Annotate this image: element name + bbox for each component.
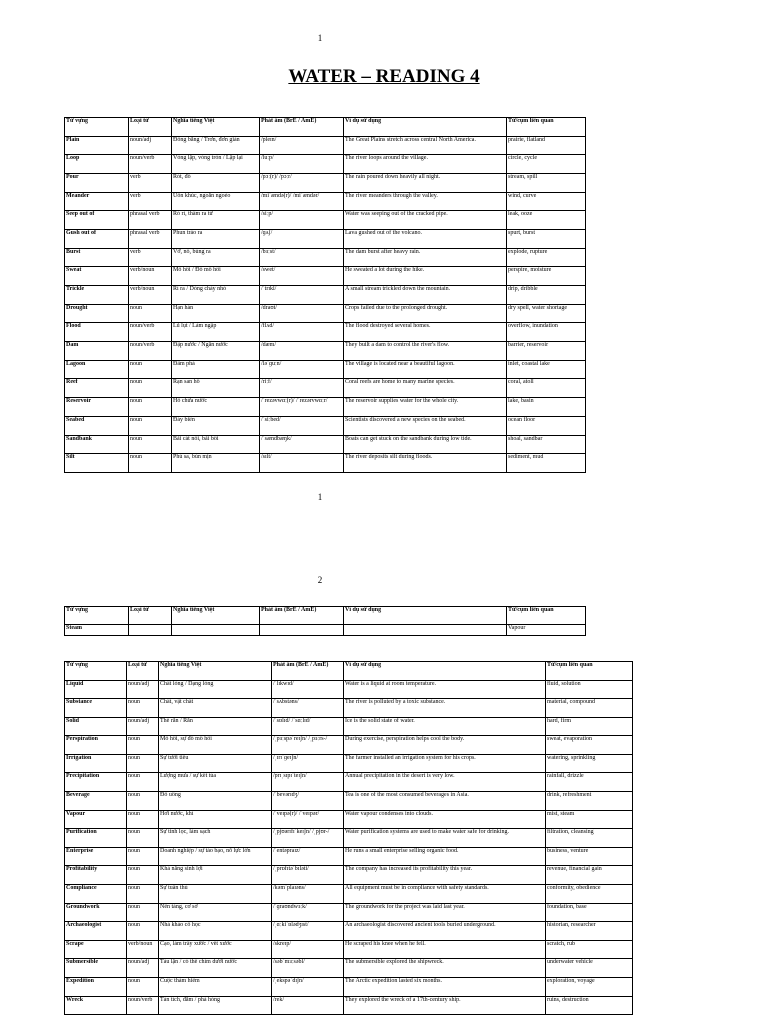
- table-cell: Đồng bằng / Trơn, đơn giản: [172, 136, 260, 155]
- table-cell: /ˈbevərɪdʒ/: [272, 792, 344, 811]
- table-cell: Cuộc thám hiểm: [159, 978, 272, 997]
- vocab-word: Silt: [65, 454, 129, 473]
- table-cell: sweat, evaporation: [546, 736, 633, 755]
- vocab-word: Expedition: [65, 978, 127, 997]
- vocab-word: Seep out of: [65, 211, 129, 230]
- table-cell: Đập nước / Ngăn nước: [172, 342, 260, 361]
- table-cell: Crops failed due to the prolonged drought.: [344, 304, 507, 323]
- table-row: [65, 773, 633, 792]
- vocab-word: Perspiration: [65, 736, 127, 755]
- table-cell: noun: [127, 978, 159, 997]
- table-cell: verb/noun: [127, 940, 159, 959]
- table-row: [65, 829, 633, 848]
- table-cell: Rạn san hô: [172, 379, 260, 398]
- table-header-row: [65, 607, 586, 625]
- table-cell: Lava gushed out of the volcano.: [344, 229, 507, 248]
- table-cell: An archaeologist discovered ancient tools buried underground.: [344, 922, 546, 941]
- column-header: Từ vựng: [65, 662, 127, 681]
- table-cell: /ˈrezəvwɑː(r)/ /ˈrezərvwɑːr/: [260, 398, 344, 417]
- table-row: [65, 267, 586, 286]
- vocab-table-page1: [64, 117, 586, 473]
- vocab-table-page2-small: [64, 606, 586, 636]
- table-row: [65, 922, 633, 941]
- vocab-word: Reef: [65, 379, 129, 398]
- table-cell: ruins, destruction: [546, 996, 633, 1015]
- table-row: [65, 792, 633, 811]
- vocab-word: Solid: [65, 717, 127, 736]
- column-header: Loại từ: [129, 118, 172, 137]
- table-cell: Hồ chứa nước: [172, 398, 260, 417]
- table-cell: /ˈsɒlɪd/ /ˈsɑːlɪd/: [272, 717, 344, 736]
- table-cell: /ɡʌʃ/: [260, 229, 344, 248]
- vocab-table-page2: [64, 661, 633, 1015]
- table-cell: Vòng lặp, vòng tròn / Lặp lại: [172, 155, 260, 174]
- table-cell: /ˈɡraʊndwɜːk/: [272, 903, 344, 922]
- table-cell: /swet/: [260, 267, 344, 286]
- table-cell: dry spell, water shortage: [507, 304, 586, 323]
- table-row: [65, 304, 586, 323]
- table-cell: Chất lỏng / Dạng lỏng: [159, 680, 272, 699]
- table-cell: /ləˈɡuːn/: [260, 360, 344, 379]
- vocab-word: Sweat: [65, 267, 129, 286]
- table-cell: They explored the wreck of a 17th-century ship.: [344, 996, 546, 1015]
- table-row: [65, 173, 586, 192]
- table-row: [65, 959, 633, 978]
- table-cell: business, venture: [546, 847, 633, 866]
- table-row: [65, 940, 633, 959]
- table-row: [65, 754, 633, 773]
- table-cell: They built a dam to control the river's flow.: [344, 342, 507, 361]
- table-cell: noun/verb: [129, 323, 172, 342]
- table-cell: noun: [129, 304, 172, 323]
- table-row: [65, 398, 586, 417]
- table-cell: The river meanders through the valley.: [344, 192, 507, 211]
- table-row: [65, 136, 586, 155]
- vocab-word: Lagoon: [65, 360, 129, 379]
- table-header-row: [65, 118, 586, 137]
- vocab-word: Sandbank: [65, 435, 129, 454]
- table-row: [65, 192, 586, 211]
- table-cell: scratch, rub: [546, 940, 633, 959]
- table-cell: shoal, sandbar: [507, 435, 586, 454]
- column-header: Nghĩa tiếng Việt: [159, 662, 272, 681]
- page-number-bottom-1: 1: [317, 492, 323, 502]
- table-cell: Mồ hôi / Đổ mồ hôi: [172, 267, 260, 286]
- table-row: [65, 155, 586, 174]
- table-cell: Nhà khảo cổ học: [159, 922, 272, 941]
- table-cell: explode, rupture: [507, 248, 586, 267]
- table-cell: /skreɪp/: [272, 940, 344, 959]
- table-cell: Khả năng sinh lợi: [159, 866, 272, 885]
- table-cell: sediment, mud: [507, 454, 586, 473]
- vocab-word: Liquid: [65, 680, 127, 699]
- table-cell: Ice is the solid state of water.: [344, 717, 546, 736]
- vocab-word: Precipitation: [65, 773, 127, 792]
- table-cell: /ˌpjʊərɪfɪˈkeɪʃn/ /ˌpjʊr-/: [272, 829, 344, 848]
- table-cell: noun/verb: [129, 155, 172, 174]
- table-cell: noun: [127, 903, 159, 922]
- table-cell: underwater vehicle: [546, 959, 633, 978]
- table-cell: /ˈveɪpə(r)/ /ˈveɪpər/: [272, 810, 344, 829]
- table-cell: Rò rỉ, thấm ra từ: [172, 211, 260, 230]
- table-cell: He sweated a lot during the hike.: [344, 267, 507, 286]
- table-cell: noun: [129, 398, 172, 417]
- table-cell: Vapour: [507, 625, 586, 636]
- table-cell: noun: [129, 360, 172, 379]
- table-cell: noun/verb: [127, 996, 159, 1015]
- table-cell: /ˈsʌbstəns/: [272, 699, 344, 718]
- table-cell: noun: [127, 885, 159, 904]
- table-cell: /pɔː(r)/ /pɔːr/: [260, 173, 344, 192]
- table-cell: noun: [127, 754, 159, 773]
- table-cell: noun/adj: [127, 717, 159, 736]
- vocab-word: Meander: [65, 192, 129, 211]
- vocab-word: Trickle: [65, 286, 129, 305]
- table-cell: noun/adj: [127, 680, 159, 699]
- table-cell: noun: [127, 922, 159, 941]
- table-cell: foundation, base: [546, 903, 633, 922]
- vocab-word: Pour: [65, 173, 129, 192]
- table-cell: inlet, coastal lake: [507, 360, 586, 379]
- table-cell: The submersible explored the shipwreck.: [344, 959, 546, 978]
- table-cell: verb: [129, 248, 172, 267]
- table-cell: noun: [127, 792, 159, 811]
- table-cell: wind, curve: [507, 192, 586, 211]
- table-cell: /kəmˈplaɪəns/: [272, 885, 344, 904]
- table-row: [65, 211, 586, 230]
- column-header: Ví dụ sử dụng: [344, 662, 546, 681]
- table-row: [65, 717, 633, 736]
- table-cell: A small stream trickled down the mountain.: [344, 286, 507, 305]
- table-cell: /ˌɑːkiˈɒlədʒɪst/: [272, 922, 344, 941]
- table-cell: [129, 625, 172, 636]
- vocab-word: Groundwork: [65, 903, 127, 922]
- table-cell: [344, 625, 507, 636]
- table-row: [65, 248, 586, 267]
- table-cell: Mồ hôi, sự đổ mồ hôi: [159, 736, 272, 755]
- table-cell: Scientists discovered a new species on the seabed.: [344, 416, 507, 435]
- table-cell: He scraped his knee when he fell.: [344, 940, 546, 959]
- table-row: [65, 360, 586, 379]
- table-row: [65, 996, 633, 1015]
- table-row: [65, 379, 586, 398]
- column-header: Từ/cụm liên quan: [507, 118, 586, 137]
- vocab-word: Submersible: [65, 959, 127, 978]
- table-cell: Water is a liquid at room temperature.: [344, 680, 546, 699]
- table-cell: /ˈtrɪkl/: [260, 286, 344, 305]
- table-cell: mist, steam: [546, 810, 633, 829]
- table-row: [65, 866, 633, 885]
- table-cell: /səbˈmɜːsəbl/: [272, 959, 344, 978]
- table-cell: noun/adj: [129, 136, 172, 155]
- vocab-word: Profitability: [65, 866, 127, 885]
- table-cell: noun: [127, 773, 159, 792]
- vocab-word: Purification: [65, 829, 127, 848]
- table-row: [65, 903, 633, 922]
- table-cell: noun: [129, 454, 172, 473]
- table-cell: The farmer installed an irrigation system for his crops.: [344, 754, 546, 773]
- table-cell: hard, firm: [546, 717, 633, 736]
- table-cell: Phun trào ra: [172, 229, 260, 248]
- table-cell: stream, spill: [507, 173, 586, 192]
- table-cell: /prɪˌsɪpɪˈteɪʃn/: [272, 773, 344, 792]
- column-header: Ví dụ sử dụng: [344, 607, 507, 625]
- table-cell: /ˈsiːbed/: [260, 416, 344, 435]
- table-cell: coral, atoll: [507, 379, 586, 398]
- table-cell: verb/noun: [129, 286, 172, 305]
- table-cell: perspire, moisture: [507, 267, 586, 286]
- table-cell: /siːp/: [260, 211, 344, 230]
- table-cell: Hạn hán: [172, 304, 260, 323]
- table-cell: /dæm/: [260, 342, 344, 361]
- vocab-word: Irrigation: [65, 754, 127, 773]
- table-cell: Coral reefs are home to many marine species.: [344, 379, 507, 398]
- table-cell: Phù sa, bùn mịn: [172, 454, 260, 473]
- table-cell: drip, dribble: [507, 286, 586, 305]
- table-cell: noun: [127, 847, 159, 866]
- table-row: [65, 978, 633, 997]
- table-row: [65, 810, 633, 829]
- table-cell: The river deposits silt during floods.: [344, 454, 507, 473]
- table-cell: drink, refreshment: [546, 792, 633, 811]
- page-number-top-2: 2: [317, 575, 323, 585]
- table-cell: Water vapour condenses into clouds.: [344, 810, 546, 829]
- table-cell: Vỡ, nổ, bùng ra: [172, 248, 260, 267]
- table-row: [65, 229, 586, 248]
- table-cell: The river loops around the village.: [344, 155, 507, 174]
- table-cell: Rót, đổ: [172, 173, 260, 192]
- table-cell: phrasal verb: [129, 229, 172, 248]
- table-cell: fluid, solution: [546, 680, 633, 699]
- table-cell: barrier, reservoir: [507, 342, 586, 361]
- column-header: Ví dụ sử dụng: [344, 118, 507, 137]
- table-cell: ocean floor: [507, 416, 586, 435]
- table-cell: /rek/: [272, 996, 344, 1015]
- table-cell: Nền tảng, cơ sở: [159, 903, 272, 922]
- table-row: [65, 286, 586, 305]
- table-cell: lake, basin: [507, 398, 586, 417]
- table-cell: Water purification systems are used to make water safe for drinking.: [344, 829, 546, 848]
- table-cell: The Arctic expedition lasted six months.: [344, 978, 546, 997]
- table-cell: Uốn khúc, ngoằn ngoèo: [172, 192, 260, 211]
- table-header-row: [65, 662, 633, 681]
- table-cell: Annual precipitation in the desert is very low.: [344, 773, 546, 792]
- table-row: [65, 454, 586, 473]
- table-cell: Đồ uống: [159, 792, 272, 811]
- table-cell: filtration, cleansing: [546, 829, 633, 848]
- table-cell: noun/verb: [129, 342, 172, 361]
- table-cell: /flʌd/: [260, 323, 344, 342]
- table-cell: Lượng mưa / sự kết tủa: [159, 773, 272, 792]
- table-row: [65, 847, 633, 866]
- table-cell: overflow, inundation: [507, 323, 586, 342]
- table-cell: verb: [129, 173, 172, 192]
- table-cell: /ˌpɜːspəˈreɪʃn/ /ˌpɜːrs-/: [272, 736, 344, 755]
- table-cell: /riːf/: [260, 379, 344, 398]
- table-cell: Tea is one of the most consumed beverages in Asia.: [344, 792, 546, 811]
- vocab-word: Wreck: [65, 996, 127, 1015]
- vocab-word: Reservoir: [65, 398, 129, 417]
- vocab-word: Compliance: [65, 885, 127, 904]
- table-cell: historian, researcher: [546, 922, 633, 941]
- table-cell: The reservoir supplies water for the whole city.: [344, 398, 507, 417]
- table-cell: Chất, vật chất: [159, 699, 272, 718]
- table-cell: /pleɪn/: [260, 136, 344, 155]
- table-cell: noun/adj: [127, 959, 159, 978]
- table-cell: noun: [127, 866, 159, 885]
- column-header: Phát âm (BrE / AmE): [260, 607, 344, 625]
- table-cell: Tàu lặn / có thể chìm dưới nước: [159, 959, 272, 978]
- table-cell: Thể rắn / Rắn: [159, 717, 272, 736]
- table-cell: He runs a small enterprise selling organic food.: [344, 847, 546, 866]
- table-cell: noun: [127, 810, 159, 829]
- vocab-word: Seabed: [65, 416, 129, 435]
- table-cell: Đầm phá: [172, 360, 260, 379]
- table-cell: Hơi nước, khí: [159, 810, 272, 829]
- table-row: [65, 885, 633, 904]
- table-cell: noun: [129, 416, 172, 435]
- table-cell: Boats can get stuck on the sandbank during low tide.: [344, 435, 507, 454]
- table-cell: Tàn tích, đắm / phá hỏng: [159, 996, 272, 1015]
- column-header: Từ/cụm liên quan: [546, 662, 633, 681]
- table-row: [65, 680, 633, 699]
- table-cell: Lũ lụt / Làm ngập: [172, 323, 260, 342]
- table-cell: material, compound: [546, 699, 633, 718]
- column-header: Từ vựng: [65, 607, 129, 625]
- vocab-word: Dam: [65, 342, 129, 361]
- table-cell: The village is located near a beautiful lagoon.: [344, 360, 507, 379]
- table-cell: Sự tuân thủ: [159, 885, 272, 904]
- table-cell: Sự tưới tiêu: [159, 754, 272, 773]
- table-cell: /ˌprɒfɪtəˈbɪləti/: [272, 866, 344, 885]
- table-cell: exploration, voyage: [546, 978, 633, 997]
- table-cell: All equipment must be in compliance with safety standards.: [344, 885, 546, 904]
- table-cell: Sự tinh lọc, làm sạch: [159, 829, 272, 848]
- page-number-top-1: 1: [317, 33, 323, 43]
- table-cell: /draʊt/: [260, 304, 344, 323]
- column-header: Nghĩa tiếng Việt: [172, 607, 260, 625]
- vocab-word: Plain: [65, 136, 129, 155]
- table-cell: The company has increased its profitability this year.: [344, 866, 546, 885]
- table-cell: phrasal verb: [129, 211, 172, 230]
- vocab-word: Archaeologist: [65, 922, 127, 941]
- table-cell: rainfall, drizzle: [546, 773, 633, 792]
- vocab-word: Scrape: [65, 940, 127, 959]
- column-header: Phát âm (BrE / AmE): [260, 118, 344, 137]
- table-cell: /ˈentəpraɪz/: [272, 847, 344, 866]
- table-cell: noun: [127, 699, 159, 718]
- table-cell: revenue, financial gain: [546, 866, 633, 885]
- table-cell: The rain poured down heavily all night.: [344, 173, 507, 192]
- table-cell: [172, 625, 260, 636]
- vocab-word: Drought: [65, 304, 129, 323]
- table-cell: leak, ooze: [507, 211, 586, 230]
- table-cell: verb/noun: [129, 267, 172, 286]
- column-header: Loại từ: [129, 607, 172, 625]
- table-cell: The Great Plains stretch across central North America.: [344, 136, 507, 155]
- table-row: [65, 323, 586, 342]
- table-row: [65, 416, 586, 435]
- table-cell: conformity, obedience: [546, 885, 633, 904]
- table-cell: During exercise, perspiration helps cool the body.: [344, 736, 546, 755]
- table-cell: circle, cycle: [507, 155, 586, 174]
- table-cell: /ˌɪrɪˈɡeɪʃn/: [272, 754, 344, 773]
- table-cell: Rỉ ra / Dòng chảy nhỏ: [172, 286, 260, 305]
- table-row: [65, 699, 633, 718]
- table-cell: /miˈændə(r)/ /miˈændər/: [260, 192, 344, 211]
- table-cell: /sɪlt/: [260, 454, 344, 473]
- table-cell: spurt, burst: [507, 229, 586, 248]
- table-row: [65, 342, 586, 361]
- vocab-word: Gush out of: [65, 229, 129, 248]
- table-cell: /luːp/: [260, 155, 344, 174]
- column-header: Từ/cụm liên quan: [507, 607, 586, 625]
- column-header: Loại từ: [127, 662, 159, 681]
- table-row: [65, 736, 633, 755]
- table-row: [65, 435, 586, 454]
- table-cell: Đáy biển: [172, 416, 260, 435]
- table-cell: noun: [129, 435, 172, 454]
- table-cell: /ˈlɪkwɪd/: [272, 680, 344, 699]
- table-cell: verb: [129, 192, 172, 211]
- table-cell: The river is polluted by a toxic substance.: [344, 699, 546, 718]
- table-cell: Doanh nghiệp / sự táo bạo, nỗ lực lớn: [159, 847, 272, 866]
- table-cell: /ˌekspəˈdɪʃn/: [272, 978, 344, 997]
- table-cell: The dam burst after heavy rain.: [344, 248, 507, 267]
- vocab-word: Vapour: [65, 810, 127, 829]
- table-cell: prairie, flatland: [507, 136, 586, 155]
- column-header: Từ vựng: [65, 118, 129, 137]
- table-cell: Cạo, làm trầy xước / vết xước: [159, 940, 272, 959]
- table-cell: The flood destroyed several homes.: [344, 323, 507, 342]
- table-cell: watering, sprinkling: [546, 754, 633, 773]
- table-cell: noun: [129, 379, 172, 398]
- table-row: [65, 625, 586, 636]
- table-cell: noun: [127, 736, 159, 755]
- vocab-word: Burst: [65, 248, 129, 267]
- table-cell: The groundwork for the project was laid last year.: [344, 903, 546, 922]
- column-header: Nghĩa tiếng Việt: [172, 118, 260, 137]
- vocab-word: Substance: [65, 699, 127, 718]
- vocab-word: Flood: [65, 323, 129, 342]
- vocab-word: Loop: [65, 155, 129, 174]
- table-cell: /bɜːst/: [260, 248, 344, 267]
- table-cell: /ˈsændbæŋk/: [260, 435, 344, 454]
- table-cell: [260, 625, 344, 636]
- table-cell: Bãi cát nổi, bãi bồi: [172, 435, 260, 454]
- vocab-word: Beverage: [65, 792, 127, 811]
- table-cell: noun: [127, 829, 159, 848]
- document-title: WATER – READING 4: [288, 66, 480, 87]
- table-cell: Water was seeping out of the cracked pipe.: [344, 211, 507, 230]
- vocab-word: Enterprise: [65, 847, 127, 866]
- vocab-word: Steam: [65, 625, 129, 636]
- column-header: Phát âm (BrE / AmE): [272, 662, 344, 681]
